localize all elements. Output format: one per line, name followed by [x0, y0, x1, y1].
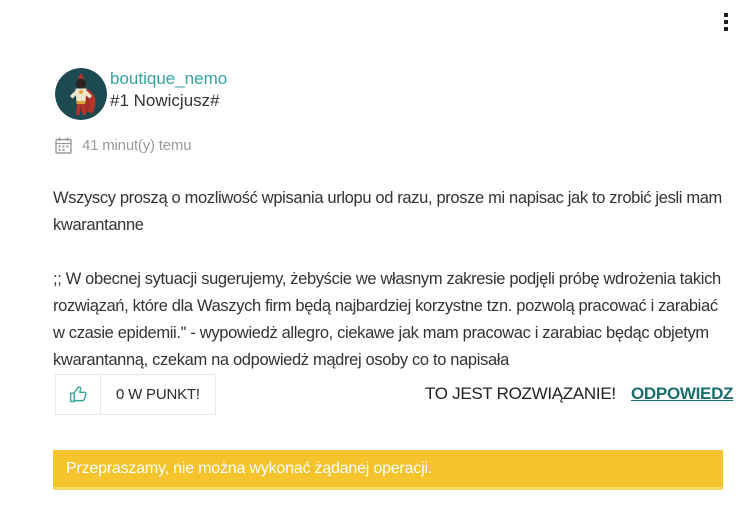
kebab-menu-icon — [724, 13, 728, 17]
reply-link[interactable]: ODPOWIEDZ — [631, 384, 734, 403]
kudos-button[interactable] — [56, 375, 101, 414]
user-rank-label: #1 Nowicjusz# — [110, 91, 220, 110]
post-paragraph: ;; W obecnej sytuacji sugerujemy, żebyście we własnym zakresie podjęli próbę wdrożenia takich rozwiązań, które dla Waszych firm będą najbardziej korzystne tzn. pozwolą pracować i zarabiać w czasie epidemii.'' - wypowiedż allegro, ciekawe jak mam pracowac i zarabiac będąc objetym kwarantanną, czekam na odpowiedż mądrej osoby co to napisała — [53, 270, 721, 369]
mark-solution-button[interactable]: TO JEST ROZWIĄZANIE! — [425, 384, 616, 403]
post-body — [53, 185, 729, 401]
thumbs-up-icon — [68, 384, 89, 405]
post-options-button[interactable] — [717, 9, 735, 35]
post-timestamp: 41 minut(y) temu — [82, 137, 192, 154]
calendar-icon — [55, 137, 72, 154]
post-paragraph: Wszyscy proszą o mozliwość wpisania urlopu od razu, prosze mi napisac jak to zrobić jesli mam kwarantanne — [53, 189, 722, 234]
post-meta — [55, 137, 191, 154]
error-message: Przepraszamy, nie można wykonać żądanej operacji. — [66, 459, 433, 477]
user-avatar[interactable] — [55, 68, 107, 120]
error-banner — [53, 450, 723, 490]
username-link[interactable]: boutique_nemo — [110, 69, 228, 88]
kebab-menu-icon — [724, 27, 728, 31]
kebab-menu-icon — [724, 20, 728, 24]
superhero-avatar-image — [55, 68, 107, 120]
kudos-count-label[interactable]: 0 W PUNKT! — [101, 375, 215, 414]
kudos-button-group — [55, 374, 216, 415]
